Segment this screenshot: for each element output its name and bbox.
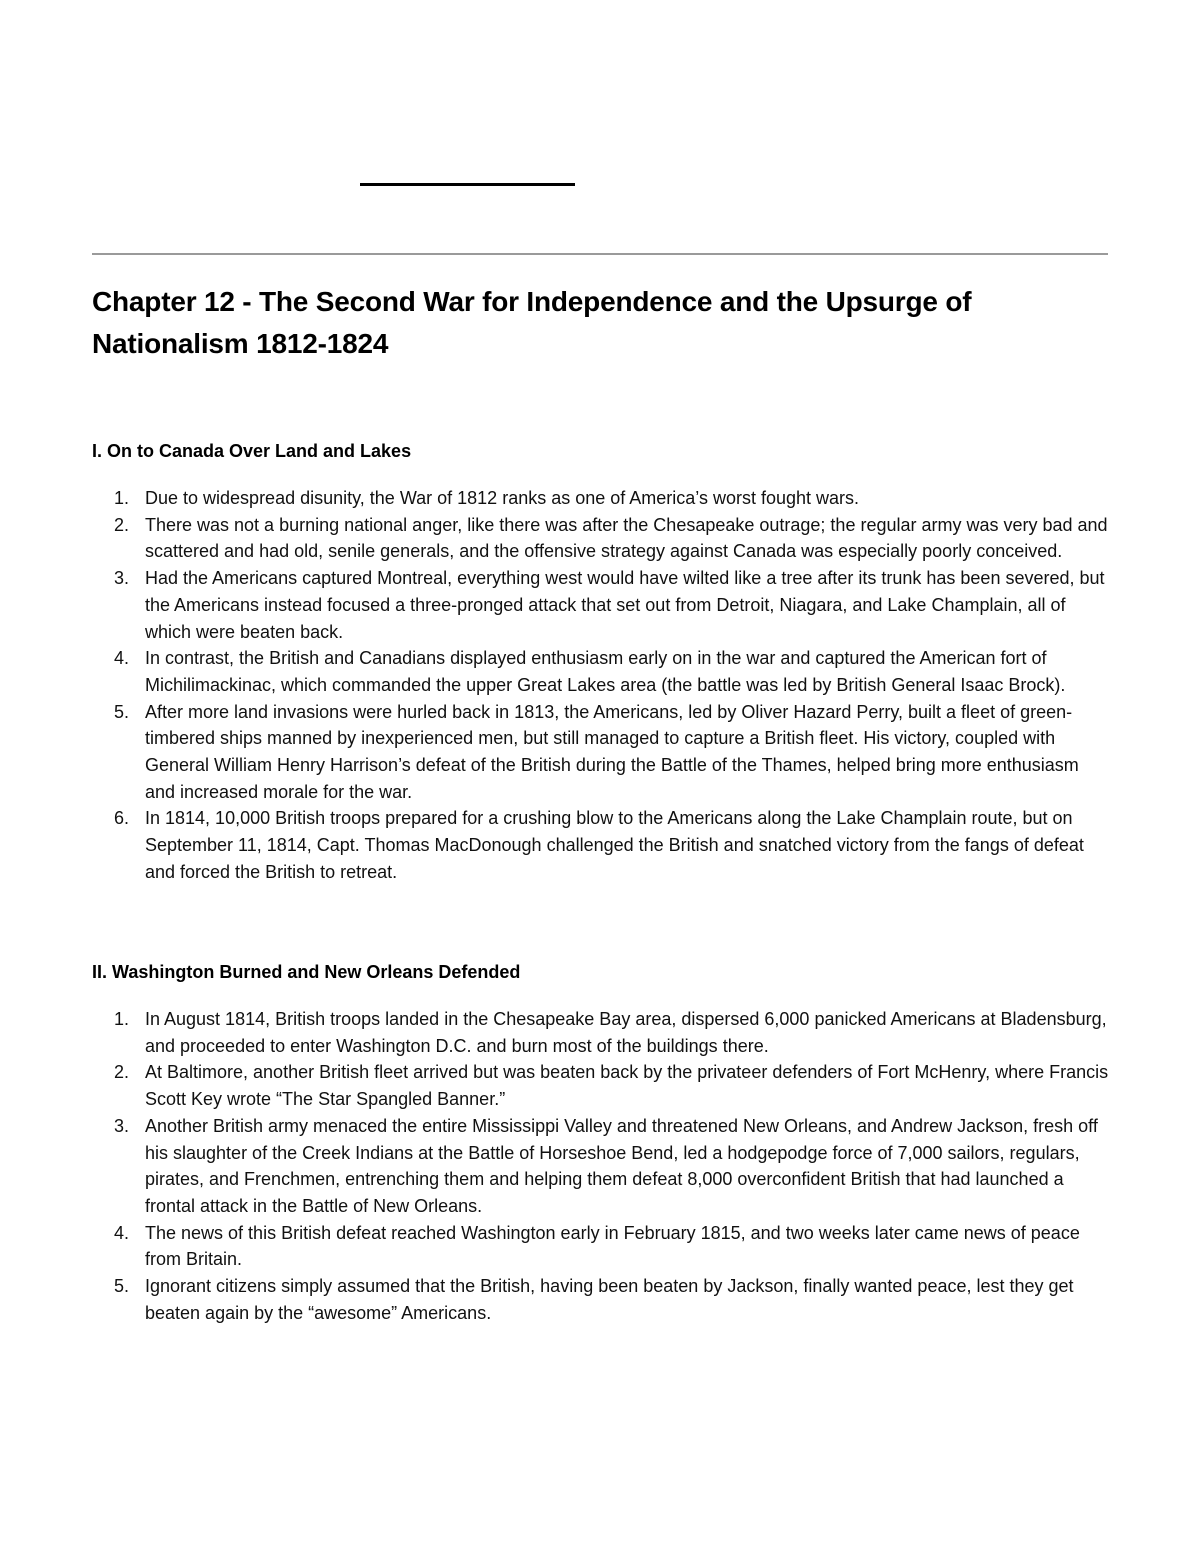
list-item-text: Ignorant citizens simply assumed that the British, having been beaten by Jackson, finally wanted peace, lest they get beaten again by the “awesome” Americans.: [145, 1276, 1074, 1323]
list-item-number: 2.: [114, 1062, 130, 1083]
list-item-number: 2.: [114, 514, 130, 535]
list-item: [92, 1059, 1112, 1112]
list-item-number: 4.: [114, 648, 130, 669]
section-heading: II. Washington Burned and New Orleans Defended: [92, 962, 521, 982]
list-item: [92, 1273, 1112, 1326]
list-item-number: 6.: [114, 808, 130, 829]
list-item: [92, 645, 1112, 698]
numbered-list: [92, 485, 1112, 886]
list-item: [92, 805, 1112, 885]
list-item-text: In August 1814, British troops landed in the Chesapeake Bay area, dispersed 6,000 panicked Americans at Bladensburg, and proceeded to enter Washington D.C. and burn most of the buildings there.: [145, 1009, 1107, 1056]
list-item-number: 5.: [114, 701, 130, 722]
section-on-to-canada: [92, 438, 1112, 886]
chapter-title: Chapter 12 - The Second War for Independence and the Upsurge of Nationalism 1812-1824: [92, 286, 972, 359]
list-item-text: At Baltimore, another British fleet arrived but was beaten back by the privateer defenders of Fort McHenry, where Francis Scott Key wrote “The Star Spangled Banner.”: [145, 1062, 1109, 1110]
header-divider: [92, 253, 1108, 255]
list-item: [92, 485, 1112, 512]
list-item: [92, 512, 1112, 565]
list-item-text: Another British army menaced the entire Mississippi Valley and threatened New Orleans, and Andrew Jackson, fresh off his slaughter of the Creek Indians at the Battle of Horseshoe Bend, led a hodgepodge force of 7,000 sailors, regulars, pirates, and Frenchmen, entrenching them and helping them defeat 8,000 overconfident British that had launched a frontal attack in the Battle of New Orleans.: [145, 1115, 1098, 1216]
list-item-text: In 1814, 10,000 British troops prepared for a crushing blow to the Americans along the Lake Champlain route, but on September 11, 1814, Capt. Thomas MacDonough challenged the British and snatched victory from the fangs of defeat and forced the British to retreat.: [145, 808, 1084, 882]
list-item-text: In contrast, the British and Canadians displayed enthusiasm early on in the war and captured the American fort of Michilimackinac, which commanded the upper Great Lakes area (the battle was led by British General Isaac Brock).: [145, 648, 1066, 695]
blank-underline: [360, 183, 575, 186]
list-item-text: Due to widespread disunity, the War of 1812 ranks as one of America’s worst fought wars.: [145, 488, 860, 508]
list-item-number: 3.: [114, 1115, 130, 1136]
section-heading: I. On to Canada Over Land and Lakes: [92, 441, 412, 461]
list-item: [92, 565, 1112, 645]
list-item-number: 4.: [114, 1222, 130, 1243]
list-item-text: Had the Americans captured Montreal, everything west would have wilted like a tree after its trunk has been severed, but the Americans instead focused a three-pronged attack that set out from Detroit, Niagara, and Lake Champlain, all of which were beaten back.: [145, 568, 1105, 642]
list-item-number: 3.: [114, 568, 130, 589]
section-washington-burned: [92, 959, 1112, 1326]
list-item-number: 1.: [114, 488, 130, 508]
list-item-number: 1.: [114, 1009, 130, 1029]
list-item: [92, 1006, 1112, 1059]
list-item-number: 5.: [114, 1276, 130, 1297]
list-item-text: The news of this British defeat reached Washington early in February 1815, and two weeks later came news of peace from Britain.: [145, 1222, 1080, 1270]
list-item: [92, 1113, 1112, 1220]
list-item-text: After more land invasions were hurled back in 1813, the Americans, led by Oliver Hazard Perry, built a fleet of green-timbered ships manned by inexperienced men, but still managed to capture a British fleet. His victory, coupled with General William Henry Harrison’s defeat of the British during the Battle of the Thames, helped bring more enthusiasm and increased morale for the war.: [145, 701, 1079, 802]
list-item: [92, 699, 1112, 806]
list-item: [92, 1220, 1112, 1273]
list-item-text: There was not a burning national anger, like there was after the Chesapeake outrage; the regular army was very bad and scattered and had old, senile generals, and the offensive strategy against Canada was especially poorly conceived.: [145, 514, 1108, 562]
numbered-list: [92, 1006, 1112, 1326]
